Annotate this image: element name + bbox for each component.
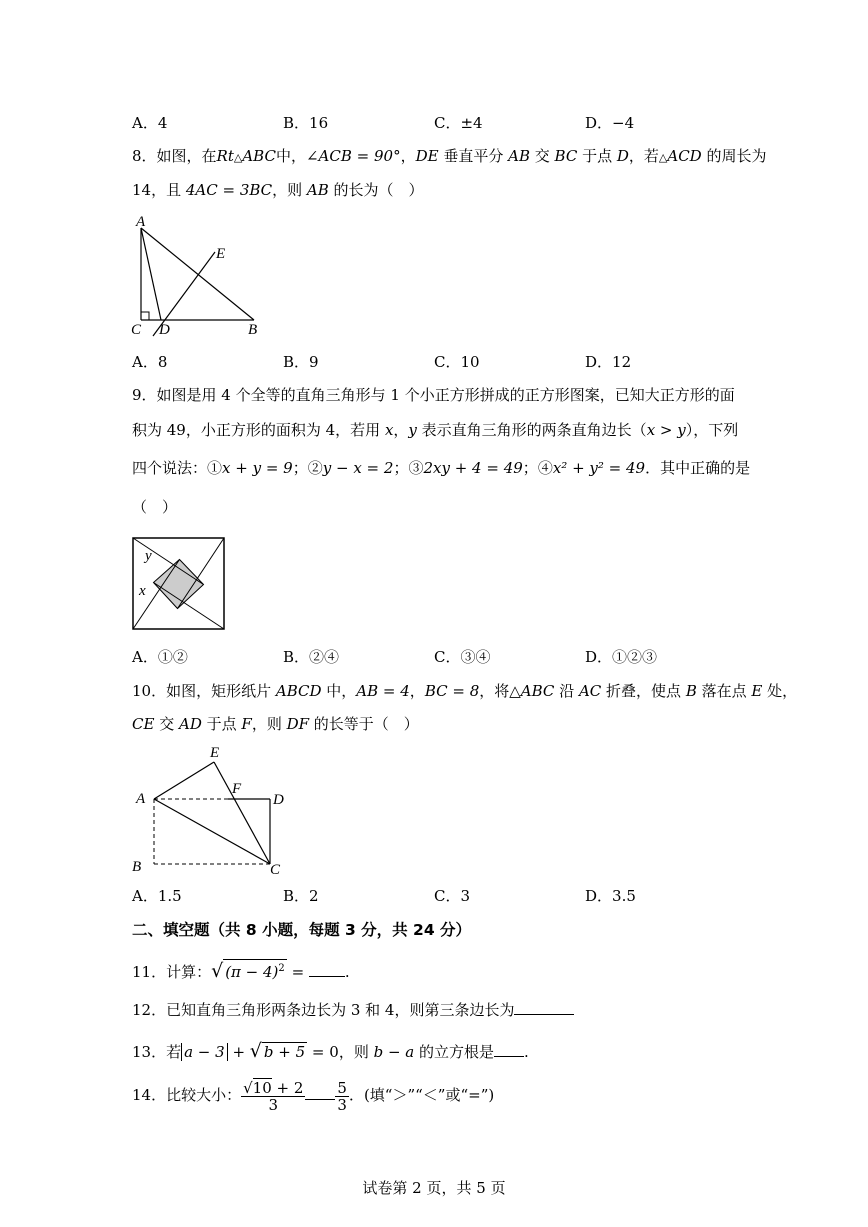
q10-label-b: B [132, 859, 142, 875]
q9-line1: 9．如图是用 4 个全等的直角三角形与 1 个小正方形拼成的正方形图案，已知大正方形的面 [132, 386, 735, 404]
q10-option-c: C．3 [434, 887, 471, 905]
q8-figure [128, 210, 268, 340]
q9-option-d: D．①②③ [585, 648, 658, 666]
q10-label-d: D [273, 792, 284, 808]
q10-line2: CE 交 AD 于点 F，则 DF 的长等于（ ） [132, 715, 419, 733]
page-footer: 试卷第 2 页，共 5 页 [362, 1179, 506, 1197]
q14: 14．比较大小： $\frac{√10 + 2}{3}$ $\frac{5}{3}$ ．(填“＞”“＜”或“=”) [132, 1078, 495, 1114]
q10-option-d: D．3.5 [585, 887, 636, 905]
q10-label-e: E [210, 745, 220, 761]
q9-option-a: A．①② [132, 648, 188, 666]
q13-answer-blank[interactable] [494, 1042, 524, 1057]
q8-option-d: D．12 [585, 353, 632, 371]
q8-label-c: C [131, 322, 142, 338]
q14-left-fraction: $\frac{√10 + 2}{3}$ [243, 1078, 304, 1114]
q9-line3: 四个说法：①x + y = 9；②y − x = 2；③2xy + 4 = 49；④x² + y² = 49．其中正确的是 [132, 459, 751, 477]
q10-option-b: B．2 [283, 887, 319, 905]
q12-answer-blank[interactable] [514, 1000, 574, 1015]
q10-line1: 10．如图，矩形纸片 ABCD 中，AB = 4，BC = 8，将△ABC 沿 AC 折叠，使点 B 落在点 E 处， [132, 682, 798, 700]
q11-answer-blank[interactable] [309, 962, 345, 977]
q10-option-a: A．1.5 [132, 887, 182, 905]
q9-line2: 积为 49，小正方形的面积为 4，若用 x，y 表示直角三角形的两条直角边长（x > y），下列 [132, 421, 739, 439]
q8-line2: 14，且 4AC = 3BC，则 AB 的长为（ ） [132, 181, 424, 199]
q9-label-y: y [145, 548, 152, 564]
q10-label-f: F [232, 781, 242, 797]
q9-label-x: x [139, 583, 146, 599]
q12: 12．已知直角三角形两条边长为 3 和 4，则第三条边长为 [132, 1000, 574, 1020]
q8-option-a: A．8 [132, 353, 168, 371]
q8-label-e: E [216, 246, 226, 262]
q8-label-a: A [136, 214, 146, 230]
q9-option-b: B．②④ [283, 648, 340, 666]
q10-label-c: C [270, 862, 281, 878]
q9-line4: （ ） [132, 498, 178, 516]
q9-figure [131, 536, 227, 632]
q11: 11．计算：√ $(\pi - 4)^2$ = . [132, 960, 350, 982]
section-2-title: 二、填空题（共 8 小题，每题 3 分，共 24 分） [132, 921, 472, 939]
q10-label-a: A [136, 791, 146, 807]
q8-line1: 8．如图，在Rt△ABC中，∠ACB = 90°，DE 垂直平分 AB 交 BC 于点 D，若△ACD 的周长为 [132, 147, 767, 165]
q7-option-b: B．16 [283, 114, 329, 132]
q8-option-c: C．10 [434, 353, 480, 371]
q7-option-d: D．−4 [585, 114, 635, 132]
q7-option-a: A．4 [132, 114, 168, 132]
q13: 13．若 a − 3 + √ b + 5 = 0，则 b − a 的立方根是 . [132, 1040, 529, 1062]
q9-option-c: C．③④ [434, 648, 491, 666]
q14-answer-blank[interactable] [305, 1085, 335, 1100]
q8-option-b: B．9 [283, 353, 319, 371]
q10-figure [128, 740, 298, 882]
q14-right-fraction: $\frac{5}{3}$ [337, 1078, 347, 1114]
q8-label-b: B [248, 322, 258, 338]
q8-label-d: D [159, 322, 170, 338]
q7-option-c: C．±4 [434, 114, 483, 132]
